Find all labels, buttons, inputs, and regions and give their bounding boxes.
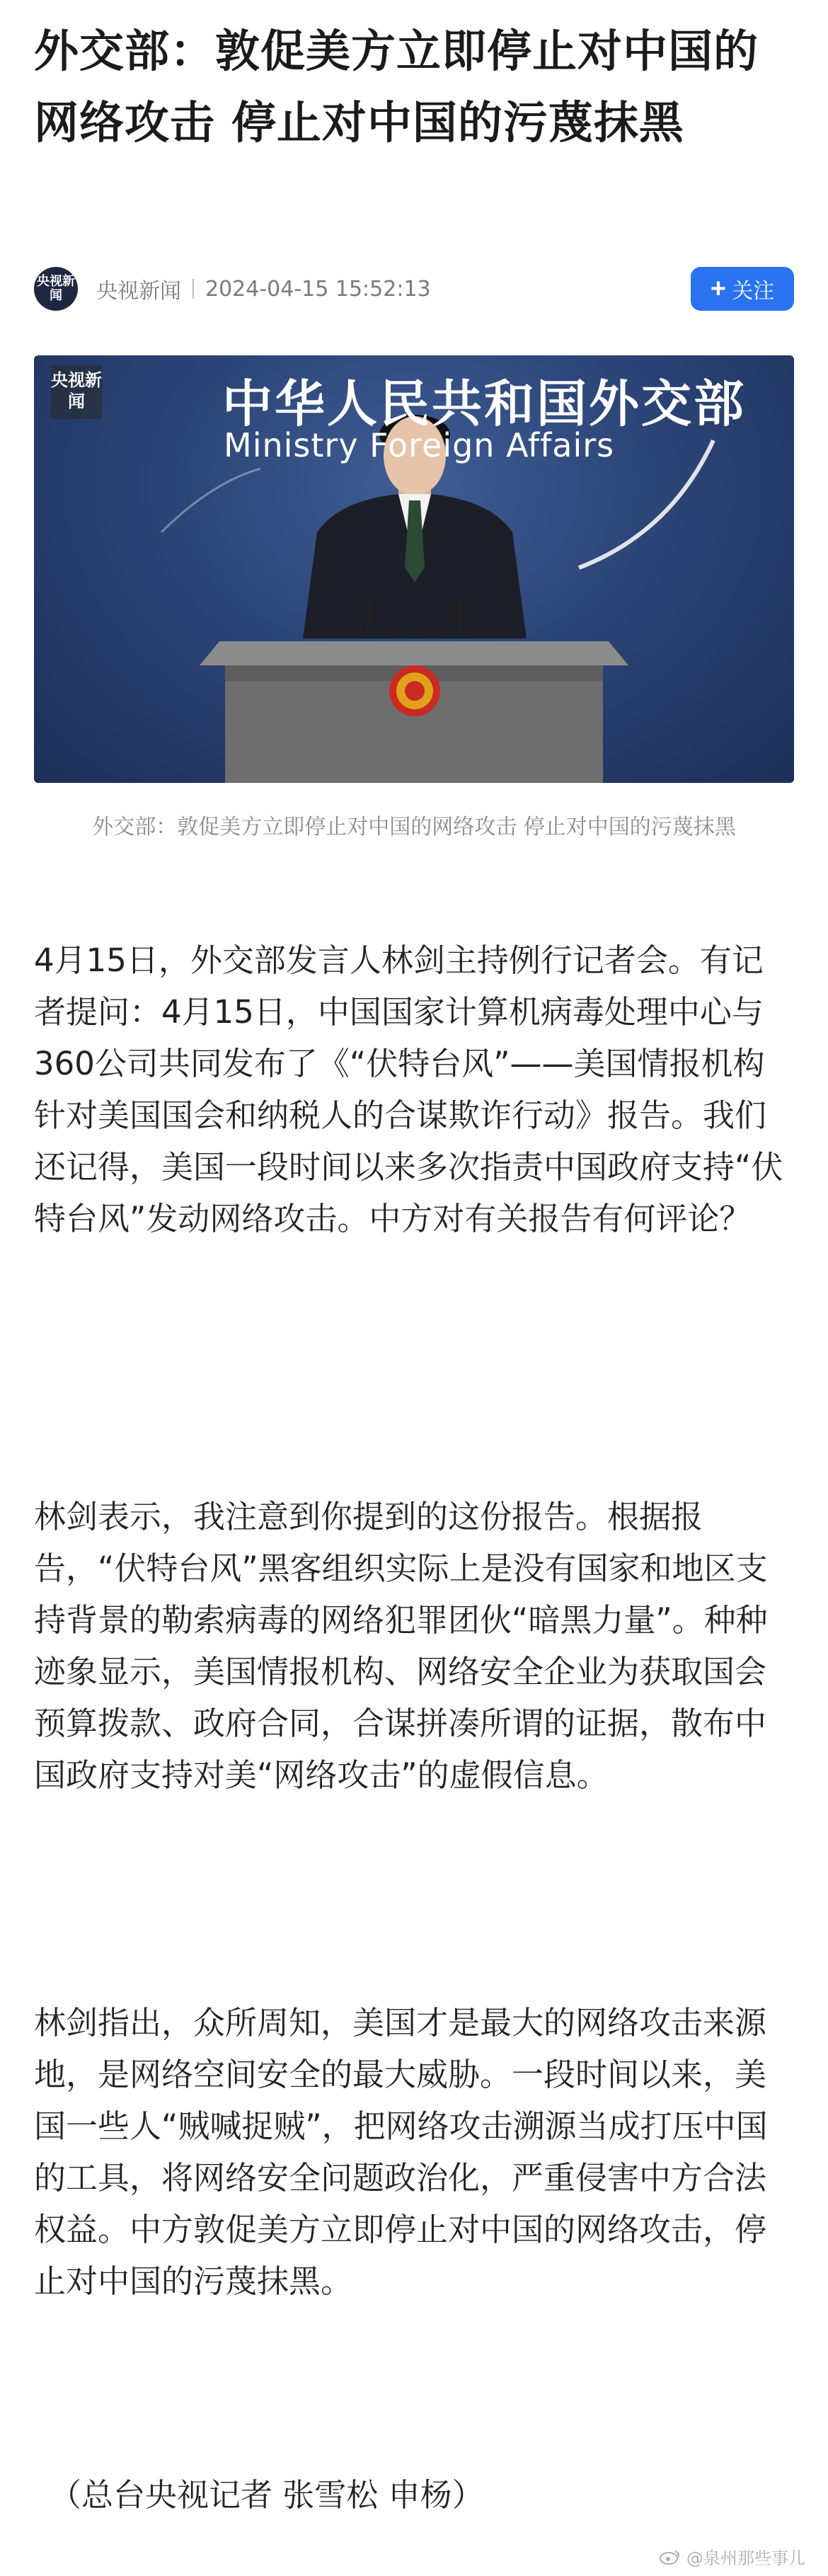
source-name[interactable]: 央视新闻: [96, 279, 181, 304]
paragraph-3: 林剑指出，众所周知，美国才是最大的网络攻击来源地，是网络空间安全的最大威胁。一段时间以来，美国一些人“贼喊捉贼”，把网络攻击溯源当成打压中国的工具，将网络安全问题政治化，严重侵害中方合法权益。中方敦促美方立即停止对中国的网络攻击，停止对中国的污蔑抹黑。: [34, 2004, 768, 2300]
source-logo[interactable]: 央视新闻: [34, 267, 78, 311]
meta-divider: [192, 279, 194, 299]
photo-caption: 外交部：敦促美方立即停止对中国的网络攻击 停止对中国的污蔑抹黑: [92, 815, 736, 840]
paragraph-2: 林剑表示，我注意到你提到的这份报告。根据报告，“伏特台风”黑客组织实际上是没有国家和地区支持背景的勒索病毒的网络犯罪团伙“暗黑力量”。种种迹象显示，美国情报机构、网络安全企业为获取国会预算拨款、政府合同，合谋拼凑所谓的证据，散布中国政府支持对美“网络攻击”的虚假信息。: [34, 1498, 768, 1794]
publish-datetime: 2024-04-15 15:52:13: [205, 276, 431, 302]
article-meta: [34, 265, 794, 312]
article-title: 外交部：敦促美方立即停止对中国的网络攻击 停止对中国的污蔑抹黑: [34, 25, 759, 149]
paragraph-1: 4月15日，外交部发言人林剑主持例行记者会。有记者提问：4月15日，中国国家计算机病毒处理中心与360公司共同发布了《“伏特台风”——美国情报机构针对美国国会和纳税人的合谋欺诈行动》报告。我们还记得，美国一段时间以来多次指责中国政府支持“伏特台风”发动网络攻击。中方对有关报告有何评论？: [34, 941, 783, 1237]
follow-label: 关注: [732, 280, 775, 303]
watermark-text: @泉州那些事儿: [686, 2548, 805, 2568]
cctv-news-badge: 央视新闻: [51, 365, 102, 419]
podium: [200, 641, 628, 783]
follow-button[interactable]: [691, 267, 794, 311]
plus-icon: +: [710, 274, 727, 304]
backdrop-title-en: Ministry Foreign Affairs: [224, 426, 615, 464]
weibo-icon: [660, 2549, 681, 2565]
article-photo[interactable]: [34, 355, 794, 783]
watermark: [660, 2544, 805, 2569]
backdrop-title-zh: 中华人民共和国外交部: [222, 374, 747, 433]
reporter-credit: （总台央视记者 张雪松 申杨）: [50, 2476, 484, 2514]
